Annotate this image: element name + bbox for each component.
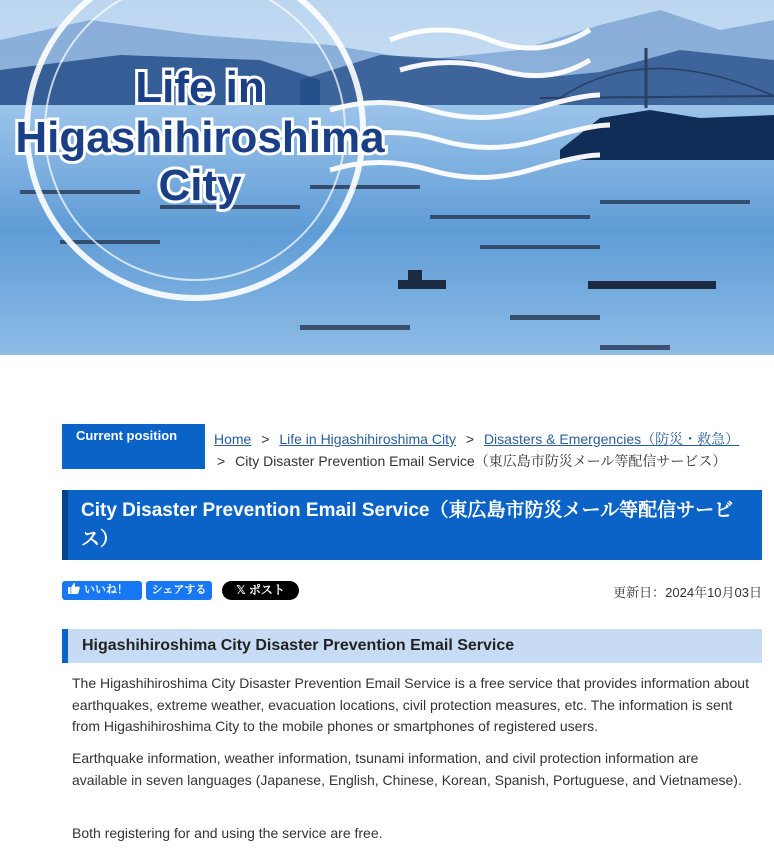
breadcrumb-separator: > <box>217 453 226 469</box>
post-label: ポスト <box>248 583 285 597</box>
paragraph-languages: Earthquake information, weather information, tsunami information, and civil protection information are available in seven languages (Japanese, English, Chinese, Korean, Spanish, Portuguese, and Vietnamese). <box>72 750 742 788</box>
logo-line-1: Life in <box>135 63 265 112</box>
like-label: いいね！ <box>84 584 128 596</box>
breadcrumb-link-disasters[interactable]: Disasters & Emergencies（防災・救急） <box>483 431 740 447</box>
hero-banner <box>0 0 774 355</box>
hero-seascape-image <box>0 0 774 355</box>
x-post-button[interactable] <box>222 581 299 600</box>
breadcrumb-link-home[interactable]: Home <box>214 431 252 447</box>
breadcrumb-link-life[interactable]: Life in Higashihiroshima City <box>279 431 456 447</box>
logo-line-2: Higashihiroshima <box>15 113 385 162</box>
updated-date: 更新日：2024年10月03日 <box>613 585 762 600</box>
share-label: シェアする <box>151 584 207 596</box>
breadcrumb <box>62 424 762 474</box>
breadcrumb-label: Current position <box>62 424 205 469</box>
breadcrumb-separator: > <box>261 431 270 447</box>
breadcrumb-trail <box>214 428 774 472</box>
breadcrumb-current: City Disaster Prevention Email Service（東広島市防災メール等配信サービス） <box>235 453 727 469</box>
logo-line-3: City <box>158 161 242 210</box>
paragraph-free: Both registering for and using the service are free. <box>72 825 383 841</box>
facebook-like-button[interactable] <box>62 581 142 600</box>
section-title: Higashihiroshima City Disaster Prevention Email Service <box>62 629 762 663</box>
breadcrumb-separator: > <box>465 431 475 447</box>
page-title: City Disaster Prevention Email Service（東広島市防災メール等配信サービス） <box>62 490 762 560</box>
thumbs-up-icon <box>68 583 80 594</box>
paragraph-intro: The Higashihiroshima City Disaster Prevention Email Service is a free service that provides information about earthquakes, extreme weather, evacuation locations, civil protection measures, etc. The information is sent from Higashihiroshima City to the mobile phones or smartphones of registered users. <box>72 675 749 734</box>
x-logo-icon: 𝕏 <box>236 583 246 597</box>
facebook-share-button[interactable] <box>146 581 212 600</box>
